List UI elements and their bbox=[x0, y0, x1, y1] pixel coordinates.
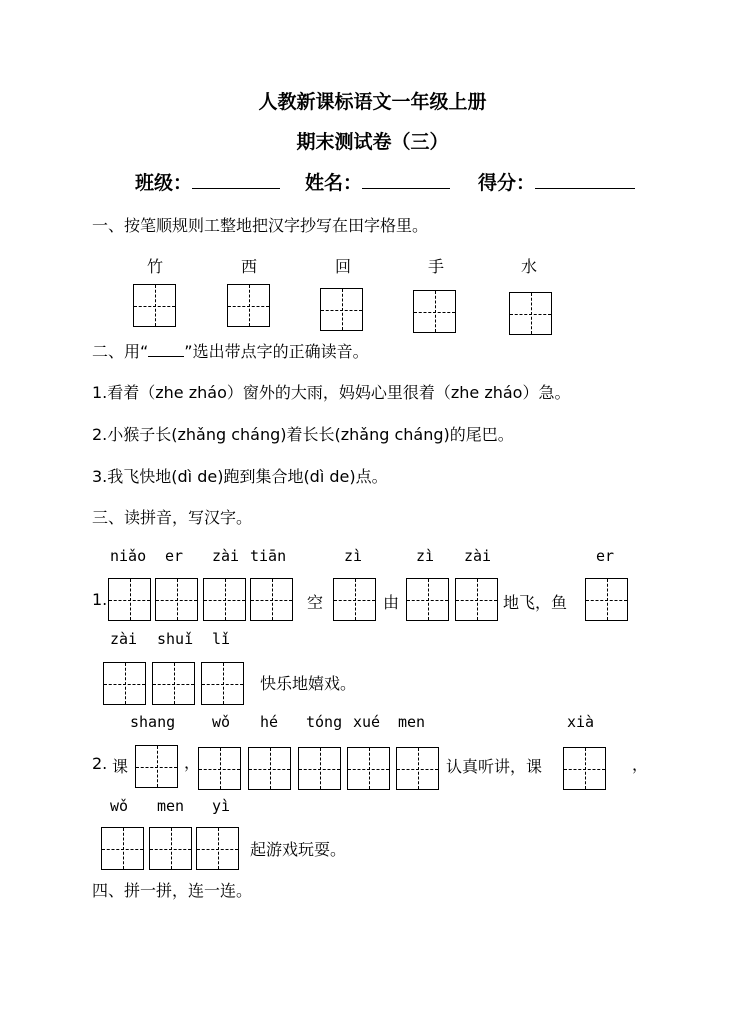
text-you: 由 bbox=[383, 593, 400, 612]
tianzige-box[interactable] bbox=[333, 578, 376, 621]
pinyin: zì bbox=[416, 547, 435, 565]
tianzige-box[interactable] bbox=[108, 578, 151, 621]
pinyin: lǐ bbox=[212, 630, 231, 648]
tianzige-box[interactable] bbox=[152, 662, 195, 705]
text-difei: 地飞，鱼 bbox=[503, 593, 568, 612]
text-comma: ， bbox=[184, 753, 201, 772]
tianzige-box[interactable] bbox=[396, 747, 439, 790]
char-model: 回 bbox=[335, 257, 352, 276]
pinyin: men bbox=[157, 797, 185, 815]
page-subtitle: 期末测试卷（三） bbox=[296, 131, 449, 153]
pinyin: er bbox=[165, 547, 184, 565]
pinyin: zài bbox=[110, 630, 138, 648]
tianzige-box[interactable] bbox=[201, 662, 244, 705]
section2-q2: 2.小猴子长(zhǎng cháng)着长长(zhǎng cháng)的尾巴。 bbox=[92, 425, 514, 444]
tianzige-box[interactable] bbox=[196, 827, 239, 870]
tianzige-box[interactable] bbox=[155, 578, 198, 621]
pinyin: men bbox=[398, 713, 426, 731]
char-model: 西 bbox=[241, 257, 258, 276]
pinyin: shuǐ bbox=[157, 630, 194, 648]
question-number: 2. bbox=[92, 754, 108, 773]
tianzige-box[interactable] bbox=[227, 284, 270, 327]
tianzige-box[interactable] bbox=[101, 827, 144, 870]
class-label: 班级： bbox=[135, 172, 193, 194]
char-model: 手 bbox=[428, 257, 445, 276]
tianzige-box[interactable] bbox=[103, 662, 146, 705]
section3-heading: 三、读拼音，写汉字。 bbox=[92, 508, 253, 527]
pinyin: yì bbox=[212, 797, 231, 815]
pinyin: hé bbox=[260, 713, 279, 731]
question-number: 1. bbox=[92, 590, 108, 609]
pinyin: shang bbox=[130, 713, 176, 731]
section2-q1: 1.看着（zhe zháo）窗外的大雨，妈妈心里很着（zhe zháo）急。 bbox=[92, 383, 571, 402]
tianzige-box[interactable] bbox=[133, 284, 176, 327]
section2-heading-post: ”选出带点字的正确读音。 bbox=[184, 342, 369, 361]
section2-q3: 3.我飞快地(dì de)跑到集合地(dì de)点。 bbox=[92, 467, 388, 486]
tianzige-box[interactable] bbox=[347, 747, 390, 790]
text-end: 起游戏玩耍。 bbox=[250, 840, 347, 859]
pinyin: tiān bbox=[250, 547, 287, 565]
pinyin: tóng bbox=[306, 713, 343, 731]
name-blank bbox=[362, 170, 450, 189]
char-model: 竹 bbox=[147, 257, 164, 276]
text-listen: 认真听讲，课 bbox=[446, 757, 543, 776]
underline-sample bbox=[148, 342, 184, 357]
pinyin: zì bbox=[344, 547, 363, 565]
tianzige-box[interactable] bbox=[563, 747, 606, 790]
score-label: 得分： bbox=[478, 172, 536, 194]
pinyin: wǒ bbox=[110, 797, 129, 815]
score-blank bbox=[535, 170, 635, 189]
pinyin: xué bbox=[353, 713, 381, 731]
section2-heading-pre: 二、用“ bbox=[92, 342, 149, 361]
section2-heading bbox=[92, 339, 369, 362]
tianzige-box[interactable] bbox=[248, 747, 291, 790]
class-field bbox=[135, 168, 280, 195]
text-kong: 空 bbox=[307, 593, 324, 612]
tianzige-box[interactable] bbox=[509, 292, 552, 335]
tianzige-box[interactable] bbox=[149, 827, 192, 870]
tianzige-box[interactable] bbox=[135, 745, 178, 788]
pinyin: zài bbox=[464, 547, 492, 565]
pinyin: niǎo bbox=[110, 547, 147, 565]
char-model: 水 bbox=[521, 257, 538, 276]
text-ke: 课 bbox=[112, 757, 129, 776]
score-field bbox=[478, 168, 635, 195]
name-label: 姓名： bbox=[305, 172, 363, 194]
section4-heading: 四、拼一拼，连一连。 bbox=[92, 881, 253, 900]
text-end: 快乐地嬉戏。 bbox=[260, 674, 357, 693]
name-field bbox=[305, 168, 450, 195]
tianzige-box[interactable] bbox=[298, 747, 341, 790]
pinyin: xià bbox=[567, 713, 595, 731]
pinyin: wǒ bbox=[212, 713, 231, 731]
tianzige-box[interactable] bbox=[455, 578, 498, 621]
tianzige-box[interactable] bbox=[198, 747, 241, 790]
pinyin: zài bbox=[212, 547, 240, 565]
tianzige-box[interactable] bbox=[203, 578, 246, 621]
tianzige-box[interactable] bbox=[585, 578, 628, 621]
tianzige-box[interactable] bbox=[413, 290, 456, 333]
section1-heading: 一、按笔顺规则工整地把汉字抄写在田字格里。 bbox=[92, 216, 429, 235]
page-title: 人教新课标语文一年级上册 bbox=[258, 91, 487, 113]
class-blank bbox=[192, 170, 280, 189]
tianzige-box[interactable] bbox=[250, 578, 293, 621]
pinyin: er bbox=[596, 547, 615, 565]
tianzige-box[interactable] bbox=[320, 288, 363, 331]
tianzige-box[interactable] bbox=[406, 578, 449, 621]
text-comma2: ， bbox=[632, 755, 649, 774]
